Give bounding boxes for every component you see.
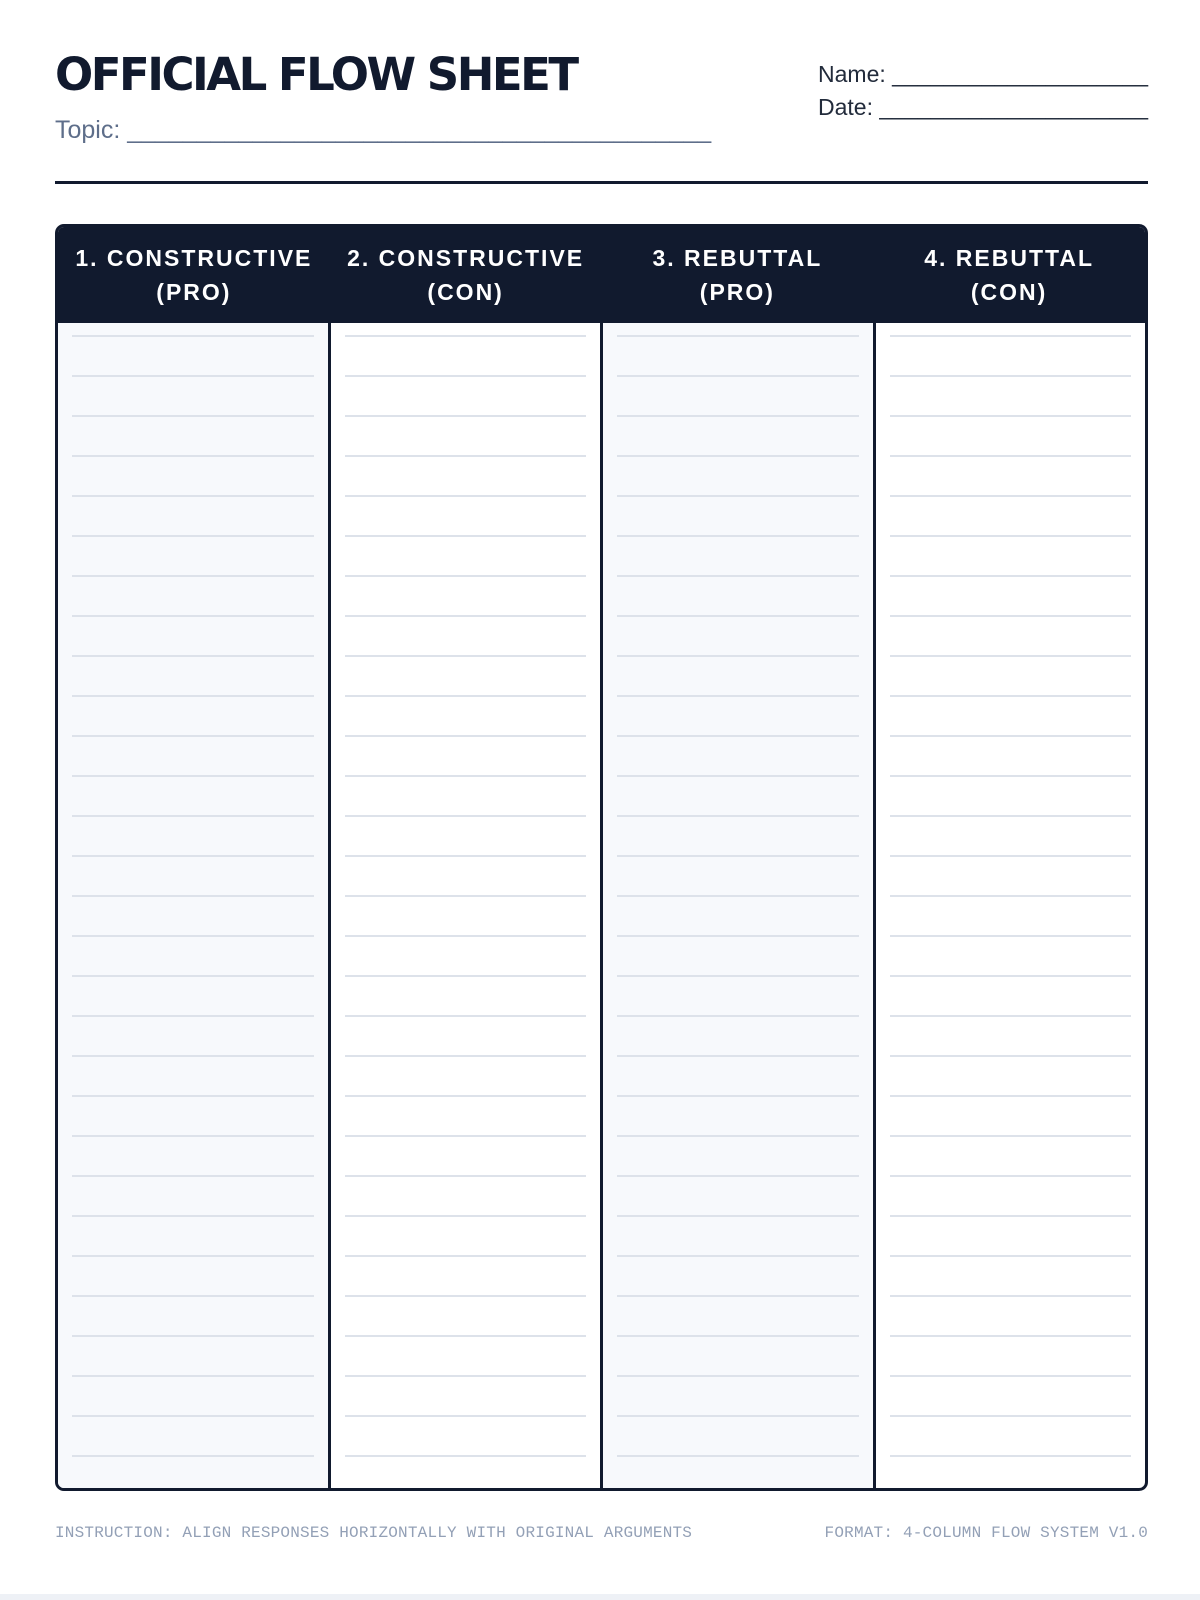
bottom-edge bbox=[0, 1594, 1200, 1600]
column-constructive-con[interactable] bbox=[328, 323, 601, 1488]
name-field: Name: ____________________ bbox=[818, 61, 1148, 87]
flow-table-header bbox=[58, 227, 1145, 323]
footer-instruction: INSTRUCTION: ALIGN RESPONSES HORIZONTALLY WITH ORIGINAL ARGUMENTS bbox=[55, 1524, 693, 1542]
date-field: Date: _____________________ bbox=[818, 94, 1148, 120]
column-header-rebuttal-con: 4. REBUTTAL (CON) bbox=[924, 245, 1095, 305]
flow-table bbox=[55, 224, 1148, 1491]
header-divider bbox=[55, 181, 1148, 184]
ruled-lines bbox=[345, 323, 587, 1488]
footer bbox=[55, 1524, 1148, 1542]
page-title: OFFICIAL FLOW SHEET bbox=[55, 48, 577, 101]
ruled-lines bbox=[72, 323, 314, 1488]
name-date-block bbox=[818, 58, 1148, 124]
flow-table-body bbox=[58, 323, 1145, 1488]
column-constructive-pro[interactable] bbox=[58, 323, 328, 1488]
column-rebuttal-pro[interactable] bbox=[600, 323, 873, 1488]
ruled-lines bbox=[617, 323, 859, 1488]
column-header-rebuttal-pro: 3. REBUTTAL (PRO) bbox=[652, 245, 823, 305]
ruled-lines bbox=[890, 323, 1132, 1488]
column-header-constructive-pro: 1. CONSTRUCTIVE (PRO) bbox=[75, 245, 313, 305]
column-rebuttal-con[interactable] bbox=[873, 323, 1146, 1488]
column-header-constructive-con: 2. CONSTRUCTIVE (CON) bbox=[347, 245, 585, 305]
topic-field: Topic: __________________________________________ bbox=[55, 116, 712, 144]
footer-format: FORMAT: 4-COLUMN FLOW SYSTEM V1.0 bbox=[824, 1524, 1148, 1542]
